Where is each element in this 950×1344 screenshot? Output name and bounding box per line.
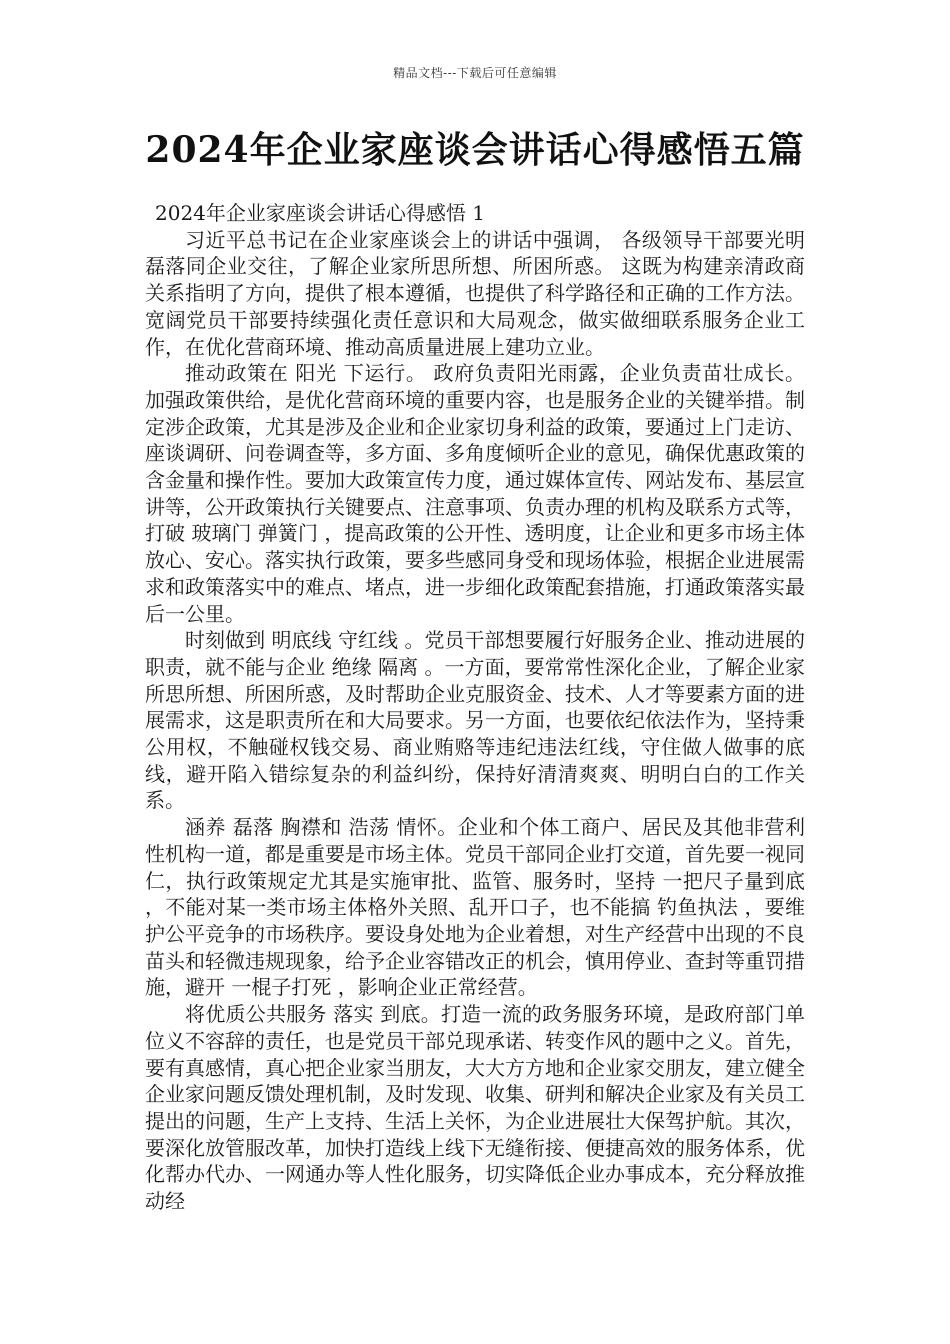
body-paragraph: 将优质公共服务 落实 到底。打造一流的政务服务环境，是政府部门单位义不容辞的责任，也是党员干部兑现承诺、转变作风的题中之义。首先，要有真感情，真心把企业家当朋友，大大方方地和企业家交朋友，建立健全企业家问题反馈处理机制，及时发现、收集、研判和解决企业家及有关员工提出的问题，生产上支持、生活上关怀，为企业进展壮大保驾护航。其次，要深化放管服改革，加快打造线上线下无缝衔接、便捷高效的服务体系，优化帮办代办、一网通办等人性化服务，切实降低企业办事成本，充分释放推动经 [145, 1002, 805, 1214]
document-title: 2024年企业家座谈会讲话心得感悟五篇 [145, 129, 805, 171]
section-heading: 2024年企业家座谈会讲话心得感悟 1 [155, 201, 485, 225]
body-paragraph: 涵养 磊落 胸襟和 浩荡 情怀。企业和个体工商户、居民及其他非营利性机构一道，都是重要是市场主体。党员干部同企业打交道，首先要一视同仁，执行政策规定尤其是实施审批、监管、服务时，坚持 一把尺子量到底 ，不能对某一类市场主体格外关照、乱开口子，也不能搞 钓鱼执法 ，要维护公平竞争的市场秩序。要设身处地为企业着想，对生产经营中出现的不良苗头和轻微违规现象，给予企业容错改正的机会，慎用停业、查封等重罚措施，避开 一棍子打死 ，影响企业正常经营。 [145, 815, 805, 1000]
body-paragraph: 推动政策在 阳光 下运行。 政府负责阳光雨露，企业负责苗壮成长。 加强政策供给，是优化营商环境的重要内容，也是服务企业的关键举措。制定涉企政策，尤其是涉及企业和企业家切身利益的政策，要通过上门走访、座谈调研、问卷调查等，多方面、多角度倾听企业的意见，确保优惠政策的含金量和操作性。要加大政策宣传力度，通过媒体宣传、网站发布、基层宣讲等，公开政策执行关键要点、注意事项、负责办理的机构及联系方式等，打破 玻璃门 弹簧门 ，提高政策的公开性、透明度，让企业和更多市场主体放心、安心。落实执行政策，要多些感同身受和现场体验，根据企业进展需求和政策落实中的难点、堵点，进一步细化政策配套措施，打通政策落实最后一公里。 [145, 361, 805, 626]
header-note: 精品文档---下载后可任意编辑 [393, 66, 557, 80]
document-body [145, 200, 805, 1215]
body-paragraph: 时刻做到 明底线 守红线 。党员干部想要履行好服务企业、推动进展的职责，就不能与企业 绝缘 隔离 。一方面，要常常性深化企业，了解企业家所思所想、所困所惑，及时帮助企业克服资金、技术、人才等要素方面的进展需求，这是职责所在和大局要求。另一方面，也要依纪依法作为，坚持秉公用权，不触碰权钱交易、商业贿赂等违纪违法红线，守住做人做事的底线，避开陷入错综复杂的利益纠纷，保持好清清爽爽、明明白白的工作关系。 [145, 628, 805, 813]
body-paragraph: 习近平总书记在企业家座谈会上的讲话中强调， 各级领导干部要光明磊落同企业交往，了解企业家所思所想、所困所惑。 这既为构建亲清政商关系指明了方向，提供了根本遵循，也提供了科学路径和正确的工作方法。宽阔党员干部要持续强化责任意识和大局观念，做实做细联系服务企业工作，在优化营商环境、推动高质量进展上建功立业。 [145, 227, 805, 359]
